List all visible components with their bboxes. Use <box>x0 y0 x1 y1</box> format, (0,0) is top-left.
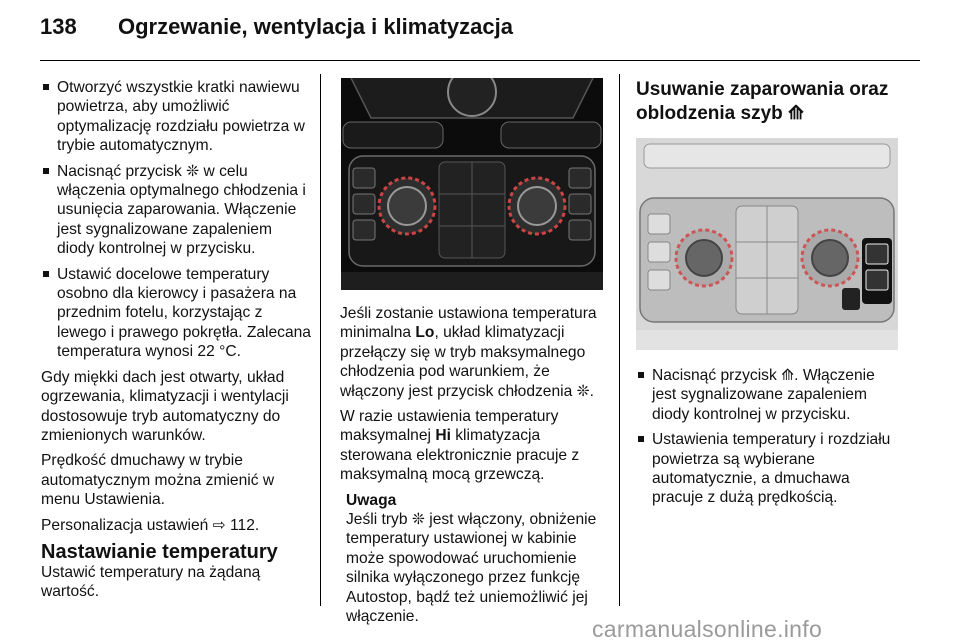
watermark: carmanualsonline.info <box>592 616 823 642</box>
column-2 <box>340 78 608 627</box>
defrost-panel-image <box>636 138 898 350</box>
list-item: Ustawić docelowe temperatury osobno dla kierowcy i pasażera na przednim fotelu, korzystając z lewego i prawego pokrętła. Zalecana temperatura wynosi 22 °C. <box>41 265 311 362</box>
note-text: Jeśli tryb ❊ jest włączony, obniżenie temperatury ustawionej w kabinie może spowodować uruchomienie silnika wyłączonego przez funkcję Autostop, bądź też uniemożliwić jej włączenie. <box>346 511 597 626</box>
column-divider <box>619 74 620 606</box>
section-subheading: Nastawianie temperatury <box>41 540 278 563</box>
bullet-list <box>636 366 901 508</box>
note-title: Uwaga <box>346 491 397 509</box>
column-3 <box>636 78 901 514</box>
lo-setting-label: Lo <box>415 324 435 342</box>
section-heading: Usuwanie zaparowania oraz oblodzenia szyb ⟰ <box>636 79 889 124</box>
hi-setting-label: Hi <box>435 427 451 445</box>
paragraph-cross-reference: Personalizacja ustawień ⇨ 112. <box>41 516 260 534</box>
paragraph: Prędkość dmuchawy w trybie automatycznym można zmienić w menu Ustawienia. <box>41 452 275 509</box>
note-box <box>340 491 608 627</box>
column-1 <box>41 78 311 608</box>
list-item: Nacisnąć przycisk ❊ w celu włączenia optymalnego chłodzenia i usunięcia zaparowania. Włączenie jest sygnalizowane zapaleniem diody kontrolnej w przycisku. <box>41 162 311 259</box>
climate-control-panel-image <box>341 78 603 290</box>
paragraph: Gdy miękki dach jest otwarty, układ ogrzewania, klimatyzacji i wentylacji dostosowuje tryb automatyczny do zmienionych warunków. <box>41 368 289 444</box>
paragraph: Ustawić temperatury na żądaną wartość. <box>41 563 261 601</box>
bullet-list <box>41 78 311 362</box>
list-item: Otworzyć wszystkie kratki nawiewu powietrza, aby umożliwić optymalizację rozdziału powietrza w trybie automatycznym. <box>41 78 311 156</box>
paragraph: Jeśli zostanie ustawiona temperatura minimalna Lo, układ klimatyzacji przełączy się w tryb maksymalnego chłodzenia pod warunkiem, że włączony jest przycisk chłodzenia ❊. <box>340 305 597 400</box>
header-rule <box>40 60 920 61</box>
list-item: Nacisnąć przycisk ⟰. Włączenie jest sygnalizowane zapaleniem diody kontrolnej w przycisku. <box>636 366 901 424</box>
column-divider <box>320 74 321 606</box>
page-title: Ogrzewanie, wentylacja i klimatyzacja <box>118 14 513 39</box>
paragraph: W razie ustawienia temperatury maksymalnej Hi klimatyzacja sterowana elektronicznie pracuje z maksymalną mocą grzewczą. <box>340 408 580 484</box>
page-number: 138 <box>40 14 77 39</box>
list-item: Ustawienia temperatury i rozdziału powietrza są wybierane automatycznie, a dmuchawa pracuje z dużą prędkością. <box>636 430 901 508</box>
